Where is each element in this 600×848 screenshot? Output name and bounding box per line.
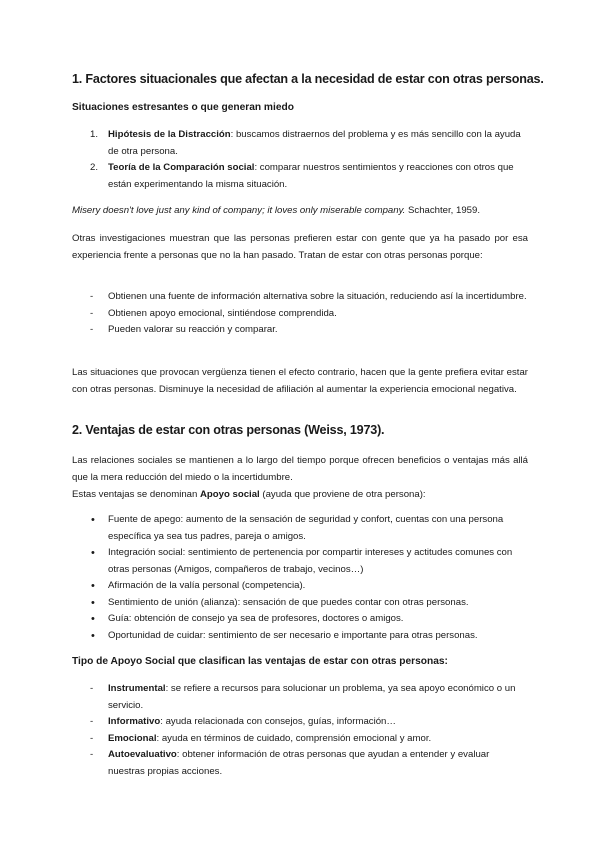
list-item xyxy=(72,306,528,323)
paragraph-text: (ayuda que proviene de otra persona): xyxy=(259,489,426,500)
list-text: Afirmación de la valía personal (competencia). xyxy=(108,580,306,591)
list-item xyxy=(72,595,528,612)
list-text: Guía: obtención de consejo ya sea de profesores, doctores o amigos. xyxy=(108,613,404,624)
paragraph-text: Estas ventajas se denominan xyxy=(72,489,200,500)
section2-heading: 2. Ventajas de estar con otras personas (Weiss, 1973). xyxy=(72,423,385,437)
quote-citation: Schachter, 1959. xyxy=(405,205,480,216)
list-marker: - xyxy=(90,307,94,319)
list-item xyxy=(72,681,528,714)
list-text: Pueden valorar su reacción y comparar. xyxy=(108,324,278,335)
list-marker: - xyxy=(90,324,94,335)
bullet-marker: • xyxy=(91,613,95,625)
list-marker: 1. xyxy=(90,129,99,140)
list-marker: - xyxy=(90,749,94,760)
paragraph xyxy=(72,452,528,503)
list-text: : obtener información de otras personas que ayudan a entender y evaluar nuestras propias acciones. xyxy=(108,749,490,777)
paragraph: Las situaciones que provocan vergüenza tienen el efecto contrario, hacen que la gente prefiera evitar estar con otras personas. Disminuye la necesidad de afiliación al aumentar la experiencia emocional negativa. xyxy=(72,367,528,395)
list-item xyxy=(72,160,528,193)
bullet-marker: • xyxy=(91,547,95,559)
list-term: Autoevaluativo xyxy=(108,749,177,760)
section1-heading: 1. Factores situacionales que afectan a la necesidad de estar con otras personas. xyxy=(72,72,544,86)
bullet-marker: • xyxy=(91,629,95,642)
bullet-marker: • xyxy=(91,580,95,592)
bullet-marker: • xyxy=(91,514,95,526)
list-term: Informativo xyxy=(108,716,161,727)
list-text: Sentimiento de unión (alianza): sensación de que puedes contar con otras personas. xyxy=(108,596,469,608)
section2-subheading: Tipo de Apoyo Social que clasifican las ventajas de estar con otras personas: xyxy=(72,656,448,667)
numbered-list xyxy=(72,127,528,193)
section1-subheading: Situaciones estresantes o que generan miedo xyxy=(72,102,294,113)
list-text: : se refiere a recursos para solucionar un problema, ya sea apoyo económico o un servicio. xyxy=(108,683,516,711)
list-text: : ayuda en términos de cuidado, comprensión emocional y amor. xyxy=(156,732,432,744)
list-term: Instrumental xyxy=(108,683,166,694)
list-marker: - xyxy=(90,683,94,694)
paragraph-text: Las relaciones sociales se mantienen a lo largo del tiempo porque ofrecen beneficios o ventajas más allá que la mera reducción del miedo o la incertidumbre. xyxy=(72,455,528,483)
quote-paragraph xyxy=(72,202,528,219)
bullet-marker: • xyxy=(91,596,95,609)
reasons-list xyxy=(72,289,528,339)
list-text: Oportunidad de cuidar: sentimiento de ser necesario e importante para otras personas. xyxy=(108,629,478,641)
quote-text: Misery doesn't love just any kind of company; it loves only miserable company. xyxy=(72,205,406,216)
list-text: Obtienen una fuente de información alternativa sobre la situación, reduciendo así la incertidumbre. xyxy=(108,291,527,302)
list-item xyxy=(72,578,528,595)
list-term: Teoría de la Comparación social xyxy=(108,162,255,173)
list-text: Obtienen apoyo emocional, sintiéndose comprendida. xyxy=(108,307,337,319)
list-text: : buscamos distraernos del problema y es más sencillo con la ayuda de otra persona. xyxy=(108,129,521,157)
list-item xyxy=(72,714,528,731)
list-text: : ayuda relacionada con consejos, guías, información… xyxy=(160,716,396,727)
list-text: Fuente de apego: aumento de la sensación de seguridad y confort, cuentas con una persona específica ya sea tus padres, pareja o amigos. xyxy=(108,514,504,542)
list-item xyxy=(72,747,528,780)
list-item xyxy=(72,127,528,160)
list-item xyxy=(72,611,528,628)
list-item xyxy=(72,512,528,545)
key-term: Apoyo social xyxy=(200,489,260,500)
list-text: Integración social: sentimiento de pertenencia por compartir intereses y actitudes comunes con otras personas (Amigos, compañeros de trabajo, vecinos…) xyxy=(108,547,513,575)
list-term: Emocional xyxy=(108,732,157,744)
paragraph: Otras investigaciones muestran que las personas prefieren estar con gente que ya ha pasado por esa experiencia frente a personas que no la han pasado. Tratan de estar con otras personas porque: xyxy=(72,233,528,261)
list-item xyxy=(72,322,528,339)
list-text: : comparar nuestros sentimientos y reacciones con otros que están experimentando la misma situación. xyxy=(108,162,514,190)
list-item xyxy=(72,628,528,645)
list-item xyxy=(72,545,528,578)
list-marker: - xyxy=(90,716,94,727)
support-types-list xyxy=(72,681,528,780)
list-item xyxy=(72,289,528,306)
list-term: Hipótesis de la Distracción xyxy=(108,129,231,140)
list-marker: - xyxy=(90,732,94,744)
list-marker: 2. xyxy=(90,162,99,173)
bullet-list xyxy=(72,512,528,644)
list-item xyxy=(72,731,528,748)
list-marker: - xyxy=(90,291,94,302)
